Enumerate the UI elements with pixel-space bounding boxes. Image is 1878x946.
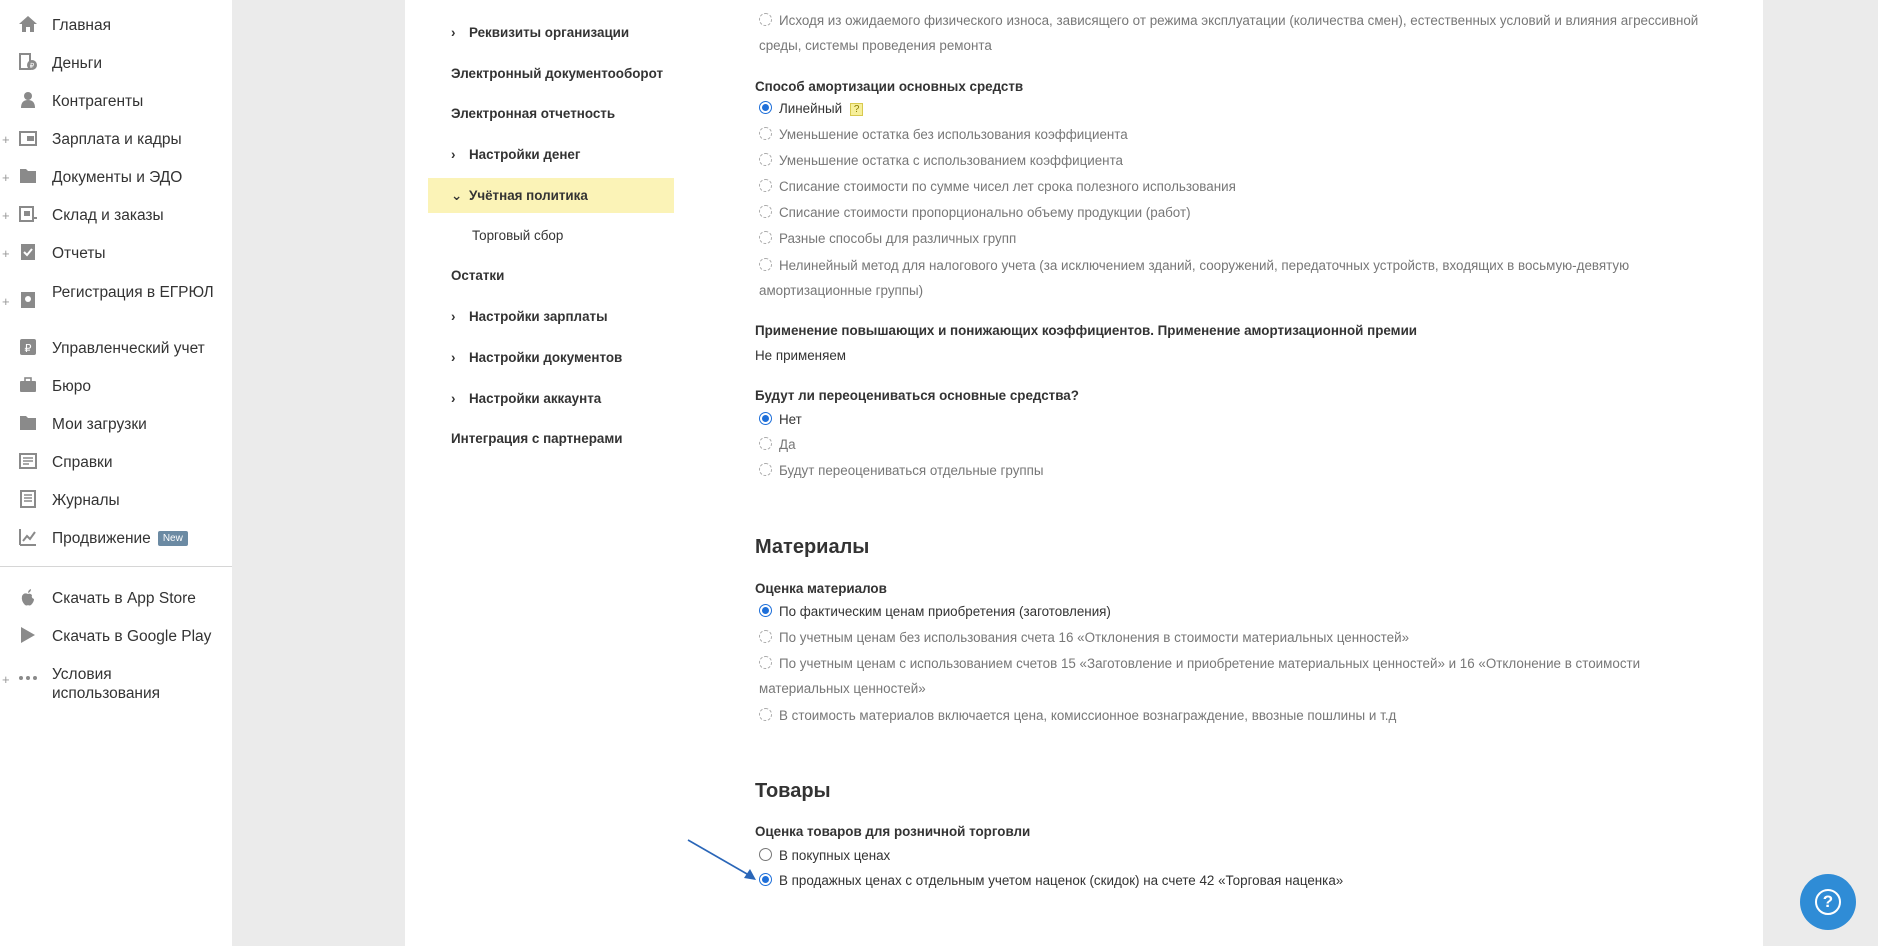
materials-option[interactable]: По учетным ценам без использования счета 16 «Отклонения в стоимости материальных ценностей» <box>759 625 1719 650</box>
expand-icon[interactable]: + <box>2 246 10 261</box>
radio-button[interactable] <box>759 127 772 140</box>
sidebar-item-label: Документы и ЭДО <box>52 169 183 186</box>
goods-option[interactable]: В продажных ценах с отдельным учетом наценок (скидок) на счете 42 «Торговая наценка» <box>759 868 1719 893</box>
depreciation-option[interactable]: Нелинейный метод для налогового учета (за исключением зданий, сооружений, передаточных устройств, входящих в восьмую-девятую амортизационные группы) <box>759 258 1630 298</box>
certificates-icon <box>18 451 38 471</box>
sidebar-item-label: Отчеты <box>52 245 106 262</box>
promotion-icon <box>18 527 38 547</box>
sidebar-item-label: Главная <box>52 17 111 34</box>
help-button[interactable] <box>1800 874 1856 930</box>
depreciation-option[interactable]: Списание стоимости по сумме чисел лет срока полезного использования <box>759 174 1719 199</box>
materials-option[interactable]: В стоимость материалов включается цена, комиссионное вознаграждение, ввозные пошлины и т.д <box>759 703 1719 728</box>
registration-icon <box>18 290 38 310</box>
depreciation-option[interactable]: Уменьшение остатка с использованием коэффициента <box>759 148 1719 173</box>
help-icon[interactable]: ? <box>850 103 863 116</box>
radio-button-selected[interactable] <box>759 873 772 886</box>
new-badge: New <box>158 531 188 546</box>
depreciation-option[interactable]: Разные способы для различных групп <box>759 226 1719 251</box>
depreciation-option[interactable]: Линейный ? <box>759 96 1719 121</box>
chevron-right-icon: › <box>451 25 456 40</box>
expand-icon[interactable]: + <box>2 294 10 309</box>
menu-item-account-settings[interactable]: › Настройки аккаунта <box>451 391 602 406</box>
sidebar-item-label: Деньги <box>52 55 103 72</box>
revaluation-title: Будут ли переоцениваться основные средства? <box>755 388 1079 403</box>
svg-text:₽: ₽ <box>29 63 35 70</box>
sidebar-divider <box>0 566 232 567</box>
chevron-right-icon: › <box>451 350 456 365</box>
revaluation-option[interactable]: Да <box>759 432 1719 457</box>
menu-item-accounting-policy[interactable]: ⌄ Учётная политика <box>451 188 588 203</box>
chevron-right-icon: › <box>451 309 456 324</box>
menu-item-requisites[interactable]: › Реквизиты организации <box>451 25 630 40</box>
radio-button[interactable] <box>759 179 772 192</box>
reports-icon <box>18 242 38 262</box>
menu-item-money-settings[interactable]: › Настройки денег <box>451 147 581 162</box>
sidebar-item-label: Контрагенты <box>52 93 144 110</box>
warehouse-icon <box>18 204 38 224</box>
menu-subitem-trade-fee[interactable]: Торговый сбор <box>472 228 564 243</box>
coefficients-value: Не применяем <box>755 348 846 363</box>
sidebar-item-label: Склад и заказы <box>52 207 164 224</box>
radio-button-selected[interactable] <box>759 101 772 114</box>
sidebar-item-label: Справки <box>52 454 113 471</box>
apple-icon <box>18 587 38 607</box>
radio-button[interactable] <box>759 258 772 271</box>
goods-heading: Товары <box>755 780 831 802</box>
materials-option[interactable]: По фактическим ценам приобретения (заготовления) <box>759 599 1719 624</box>
briefcase-icon <box>18 375 38 395</box>
menu-item-partners[interactable]: Интеграция с партнерами <box>451 431 623 446</box>
depreciation-option[interactable]: Списание стоимости пропорционально объему продукции (работ) <box>759 200 1719 225</box>
more-icon <box>18 668 38 688</box>
expand-icon[interactable]: + <box>2 208 10 223</box>
radio-button-selected[interactable] <box>759 412 772 425</box>
sidebar-item-label: Скачать в App Store <box>52 590 196 607</box>
sidebar-item-label: Условия использования <box>52 666 161 702</box>
radio-button[interactable] <box>759 708 772 721</box>
useful-life-option[interactable]: Исходя из ожидаемого физического износа, зависящего от режима эксплуатации (количества смен), естественных условий и влияния агрессивной среды, системы проведения ремонта <box>759 13 1699 53</box>
menu-item-docs-settings[interactable]: › Настройки документов <box>451 350 623 365</box>
money-icon <box>18 52 38 72</box>
salary-icon <box>18 128 38 148</box>
home-icon <box>18 14 38 34</box>
expand-icon[interactable]: + <box>2 132 10 147</box>
radio-button[interactable] <box>759 630 772 643</box>
documents-icon <box>18 166 38 186</box>
radio-button[interactable] <box>759 656 772 669</box>
sidebar-item-label: Зарплата и кадры <box>52 131 182 148</box>
sidebar-item-label: Продвижение New <box>52 529 222 548</box>
sidebar-item-label: Регистрация в ЕГРЮЛ <box>52 284 214 301</box>
sidebar-item-label: Скачать в Google Play <box>52 628 212 645</box>
radio-button[interactable] <box>759 205 772 218</box>
depreciation-option[interactable]: Уменьшение остатка без использования коэффициента <box>759 122 1719 147</box>
chevron-right-icon: › <box>451 147 456 162</box>
radio-button-selected[interactable] <box>759 604 772 617</box>
sidebar-item-label: Бюро <box>52 378 92 395</box>
svg-text:₽: ₽ <box>24 343 32 355</box>
revaluation-option[interactable]: Нет <box>759 407 1719 432</box>
radio-button[interactable] <box>759 463 772 476</box>
sidebar-item-label: Управленческий учет <box>52 340 205 357</box>
sidebar-item-label: Мои загрузки <box>52 416 147 433</box>
left-sidebar <box>0 0 232 946</box>
goods-option[interactable]: В покупных ценах <box>759 843 1719 868</box>
radio-button[interactable] <box>759 848 772 861</box>
coefficients-title: Применение повышающих и понижающих коэффициентов. Применение амортизационной премии <box>755 323 1418 338</box>
sidebar-item-label: Журналы <box>52 492 120 509</box>
menu-item-salary-settings[interactable]: › Настройки зарплаты <box>451 309 608 324</box>
chevron-right-icon: › <box>451 391 456 406</box>
contractors-icon <box>18 90 38 110</box>
downloads-icon <box>18 413 38 433</box>
chevron-down-icon: ⌄ <box>451 188 463 203</box>
menu-item-edo[interactable]: Электронный документооборот <box>451 66 664 81</box>
materials-heading: Материалы <box>755 536 870 558</box>
radio-button[interactable] <box>759 437 772 450</box>
radio-button[interactable] <box>759 231 772 244</box>
menu-item-balances[interactable]: Остатки <box>451 268 505 283</box>
goods-title: Оценка товаров для розничной торговли <box>755 824 1031 839</box>
expand-icon[interactable]: + <box>2 672 10 687</box>
journals-icon <box>18 489 38 509</box>
materials-option[interactable]: По учетным ценам с использованием счетов 15 «Заготовление и приобретение материальных ценностей» и 16 «Отклонение в стоимости материальных ценностей» <box>759 656 1641 696</box>
revaluation-option[interactable]: Будут переоцениваться отдельные группы <box>759 458 1719 483</box>
google-play-icon <box>18 625 38 645</box>
radio-button[interactable] <box>759 153 772 166</box>
depreciation-title: Способ амортизации основных средств <box>755 79 1024 94</box>
expand-icon[interactable]: + <box>2 170 10 185</box>
radio-button[interactable] <box>759 13 772 26</box>
materials-title: Оценка материалов <box>755 581 887 596</box>
management-icon <box>18 337 38 357</box>
menu-item-e-reporting[interactable]: Электронная отчетность <box>451 106 616 121</box>
question-icon: ? <box>1815 889 1841 915</box>
annotation-arrow-icon <box>684 836 760 884</box>
